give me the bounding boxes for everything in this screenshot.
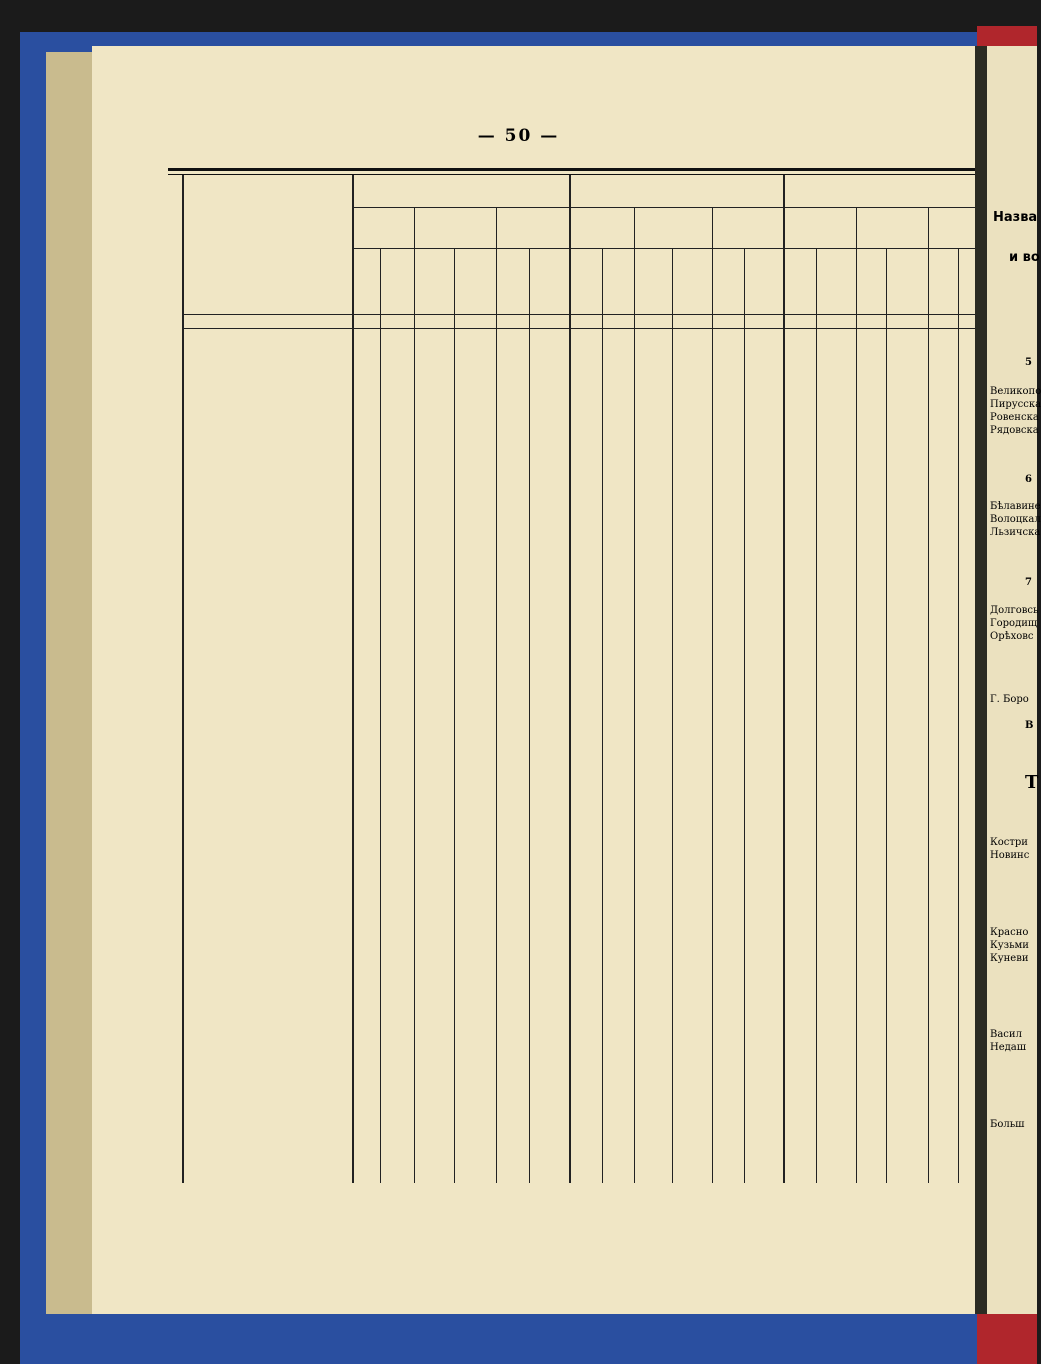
column-rule bbox=[352, 175, 354, 1183]
next-page-text: Недаш bbox=[990, 1042, 1027, 1053]
next-page-header: и во bbox=[1009, 250, 1040, 265]
column-rule bbox=[712, 207, 713, 1183]
column-rule bbox=[958, 248, 959, 1183]
next-page-text: В bbox=[1025, 720, 1034, 731]
column-vertical-header bbox=[826, 252, 846, 312]
column-vertical-header bbox=[576, 252, 596, 312]
page-gutter bbox=[975, 46, 987, 1314]
column-rule bbox=[856, 207, 857, 1183]
next-page-text: Больш bbox=[990, 1119, 1025, 1130]
next-page-text: Т bbox=[1025, 772, 1039, 793]
column-vertical-header bbox=[897, 252, 917, 312]
column-vertical-header bbox=[539, 252, 559, 312]
column-rule bbox=[886, 248, 887, 1183]
next-page-text: Костри bbox=[990, 837, 1028, 848]
next-page-text: Кузьми bbox=[990, 940, 1029, 951]
column-rule bbox=[816, 248, 817, 1183]
table-left-border bbox=[182, 175, 184, 1183]
column-rule bbox=[928, 207, 929, 1183]
next-page-text: 5 bbox=[1025, 357, 1032, 368]
column-vertical-header bbox=[503, 252, 523, 312]
next-page-text: Рядовска bbox=[990, 425, 1039, 436]
table-top-rule-2 bbox=[168, 174, 975, 175]
next-page-text: Долговсь bbox=[990, 605, 1039, 616]
column-rule bbox=[529, 248, 530, 1183]
column-vertical-header bbox=[356, 252, 376, 312]
column-vertical-header bbox=[861, 252, 881, 312]
book-binding bbox=[46, 52, 92, 1314]
table-top-rule bbox=[168, 168, 975, 171]
column-vertical-header bbox=[933, 252, 953, 312]
next-page-text: 7 bbox=[1025, 577, 1032, 588]
next-page-text: Великопо bbox=[990, 386, 1041, 397]
next-page-text: Красно bbox=[990, 927, 1029, 938]
column-vertical-header bbox=[424, 252, 444, 312]
column-rule bbox=[634, 207, 635, 1183]
column-vertical-header bbox=[754, 252, 774, 312]
column-rule bbox=[783, 175, 785, 1183]
column-rule bbox=[380, 248, 381, 1183]
column-vertical-header bbox=[790, 252, 810, 312]
page bbox=[92, 46, 982, 1314]
next-page-text: Бѣлавине bbox=[990, 501, 1041, 512]
column-vertical-header bbox=[718, 252, 738, 312]
next-page-text: Городищ bbox=[990, 618, 1038, 629]
next-page-text: Орѣховс bbox=[990, 631, 1034, 642]
column-vertical-header bbox=[682, 252, 702, 312]
column-vertical-header bbox=[465, 252, 485, 312]
next-page-text: Васил bbox=[990, 1029, 1022, 1040]
column-rule bbox=[602, 248, 603, 1183]
column-vertical-header bbox=[957, 252, 977, 312]
column-vertical-header bbox=[387, 252, 407, 312]
next-page-text: Ровенска bbox=[990, 412, 1039, 423]
column-rule bbox=[569, 175, 571, 1183]
next-page-text: Волоцкал bbox=[990, 514, 1041, 525]
next-page-text: Пирусска bbox=[990, 399, 1041, 410]
column-vertical-header bbox=[608, 252, 628, 312]
next-page-text: Куневи bbox=[990, 953, 1029, 964]
column-vertical-header bbox=[643, 252, 663, 312]
next-page-text: Льзичска bbox=[990, 527, 1041, 538]
header-rule-sub bbox=[352, 248, 975, 249]
column-rule bbox=[496, 207, 497, 1183]
header-rule-groups bbox=[352, 207, 975, 208]
column-rule bbox=[454, 248, 455, 1183]
next-page-fragment bbox=[987, 46, 1041, 1314]
page-number: — 50 — bbox=[477, 126, 560, 146]
next-page-text: 6 bbox=[1025, 474, 1032, 485]
next-page-header: Назва bbox=[993, 210, 1038, 225]
next-page-text: Г. Боро bbox=[990, 694, 1029, 705]
column-rule bbox=[672, 248, 673, 1183]
next-page-text: Новинс bbox=[990, 850, 1030, 861]
column-rule bbox=[744, 248, 745, 1183]
column-rule bbox=[414, 207, 415, 1183]
